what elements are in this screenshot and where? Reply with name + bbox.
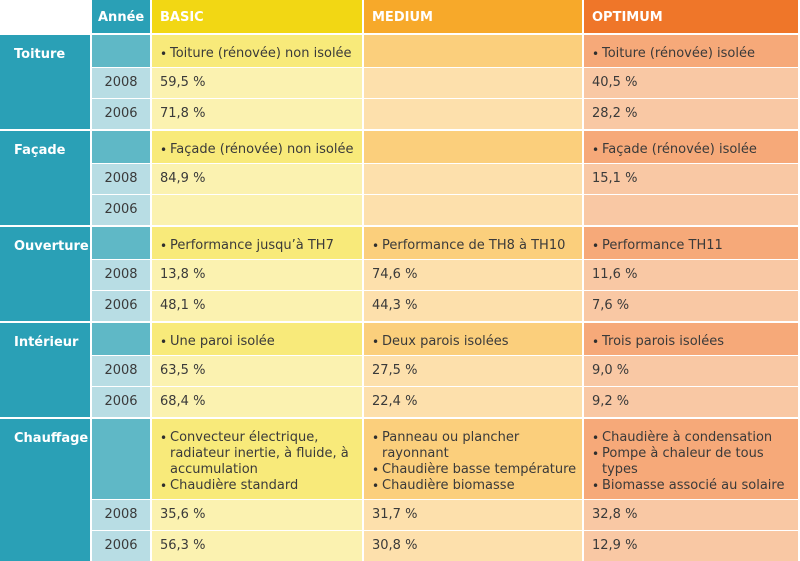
value-basic: 84,9 % [152, 164, 362, 194]
bullet-list [592, 142, 798, 158]
desc-optimum [584, 419, 798, 499]
bullet-item: • Deux parois isolées [372, 334, 582, 350]
bullet-item: • Façade (rénovée) non isolée [160, 142, 362, 158]
desc-basic [152, 323, 362, 355]
value-basic: 63,5 % [152, 356, 362, 386]
bullet-list [160, 238, 362, 254]
value-medium [364, 164, 582, 194]
bullet-item: • Toiture (rénovée) isolée [592, 46, 798, 62]
value-optimum: 7,6 % [584, 291, 798, 321]
year-desc-blank [92, 131, 150, 163]
section-label: Ouverture [0, 227, 90, 321]
value-optimum: 12,9 % [584, 531, 798, 561]
value-optimum: 28,2 % [584, 99, 798, 129]
value-medium: 22,4 % [364, 387, 582, 417]
bullet-list [372, 430, 582, 494]
value-basic [152, 195, 362, 225]
row-year: 2008 [92, 500, 150, 530]
bullet-list [592, 430, 798, 494]
desc-medium [364, 323, 582, 355]
value-basic: 13,8 % [152, 260, 362, 290]
bullet-item: • Convecteur électrique, radiateur inertie, à fluide, à accumulation [160, 430, 362, 478]
desc-optimum [584, 323, 798, 355]
bullet-item: • Performance jusqu’à TH7 [160, 238, 362, 254]
section-label: Intérieur [0, 323, 90, 417]
bullet-list [592, 46, 798, 62]
row-year: 2006 [92, 531, 150, 561]
year-desc-blank [92, 419, 150, 499]
bullet-item: • Chaudière à condensation [592, 430, 798, 446]
value-medium [364, 195, 582, 225]
value-medium [364, 99, 582, 129]
value-optimum: 40,5 % [584, 68, 798, 98]
value-basic: 48,1 % [152, 291, 362, 321]
row-year: 2008 [92, 260, 150, 290]
bullet-item: • Chaudière standard [160, 478, 362, 494]
bullet-item: • Trois parois isolées [592, 334, 798, 350]
row-year: 2006 [92, 99, 150, 129]
value-optimum: 9,2 % [584, 387, 798, 417]
row-year: 2006 [92, 387, 150, 417]
bullet-item: • Façade (rénovée) isolée [592, 142, 798, 158]
bullet-item: • Performance TH11 [592, 238, 798, 254]
header-year: Année [92, 0, 150, 33]
bullet-item: • Chaudière biomasse [372, 478, 582, 494]
bullet-list [160, 142, 362, 158]
row-year: 2008 [92, 68, 150, 98]
desc-basic [152, 35, 362, 67]
bullet-list [160, 46, 362, 62]
value-basic: 59,5 % [152, 68, 362, 98]
value-medium [364, 68, 582, 98]
desc-basic [152, 131, 362, 163]
bullet-item: • Toiture (rénovée) non isolée [160, 46, 362, 62]
row-year: 2006 [92, 195, 150, 225]
section-label: Toiture [0, 35, 90, 129]
desc-optimum [584, 227, 798, 259]
value-basic: 35,6 % [152, 500, 362, 530]
section-label: Façade [0, 131, 90, 225]
bullet-item: • Chaudière basse température [372, 462, 582, 478]
bullet-item: • Pompe à chaleur de tous types [592, 446, 798, 478]
desc-basic [152, 419, 362, 499]
desc-optimum [584, 35, 798, 67]
corner-blank [0, 0, 90, 33]
bullet-list [372, 238, 582, 254]
desc-basic [152, 227, 362, 259]
value-medium: 31,7 % [364, 500, 582, 530]
desc-medium [364, 419, 582, 499]
value-medium: 30,8 % [364, 531, 582, 561]
row-year: 2008 [92, 356, 150, 386]
row-year: 2006 [92, 291, 150, 321]
desc-medium [364, 227, 582, 259]
value-optimum: 15,1 % [584, 164, 798, 194]
header-medium: MEDIUM [364, 0, 582, 33]
bullet-item: • Une paroi isolée [160, 334, 362, 350]
bullet-list [592, 334, 798, 350]
value-basic: 68,4 % [152, 387, 362, 417]
value-medium: 44,3 % [364, 291, 582, 321]
year-desc-blank [92, 323, 150, 355]
year-desc-blank [92, 227, 150, 259]
bullet-list [592, 238, 798, 254]
desc-medium [364, 35, 582, 67]
bullet-list [160, 334, 362, 350]
value-medium: 27,5 % [364, 356, 582, 386]
bullet-list [372, 334, 582, 350]
bullet-item: • Biomasse associé au solaire [592, 478, 798, 494]
row-year: 2008 [92, 164, 150, 194]
bullet-list [160, 430, 362, 494]
value-medium: 74,6 % [364, 260, 582, 290]
value-optimum: 11,6 % [584, 260, 798, 290]
value-basic: 56,3 % [152, 531, 362, 561]
value-optimum: 9,0 % [584, 356, 798, 386]
header-optimum: OPTIMUM [584, 0, 798, 33]
value-basic: 71,8 % [152, 99, 362, 129]
value-optimum: 32,8 % [584, 500, 798, 530]
bullet-item: • Panneau ou plancher rayonnant [372, 430, 582, 462]
value-optimum [584, 195, 798, 225]
year-desc-blank [92, 35, 150, 67]
header-basic: BASIC [152, 0, 362, 33]
desc-medium [364, 131, 582, 163]
bullet-item: • Performance de TH8 à TH10 [372, 238, 582, 254]
desc-optimum [584, 131, 798, 163]
section-label: Chauffage [0, 419, 90, 561]
